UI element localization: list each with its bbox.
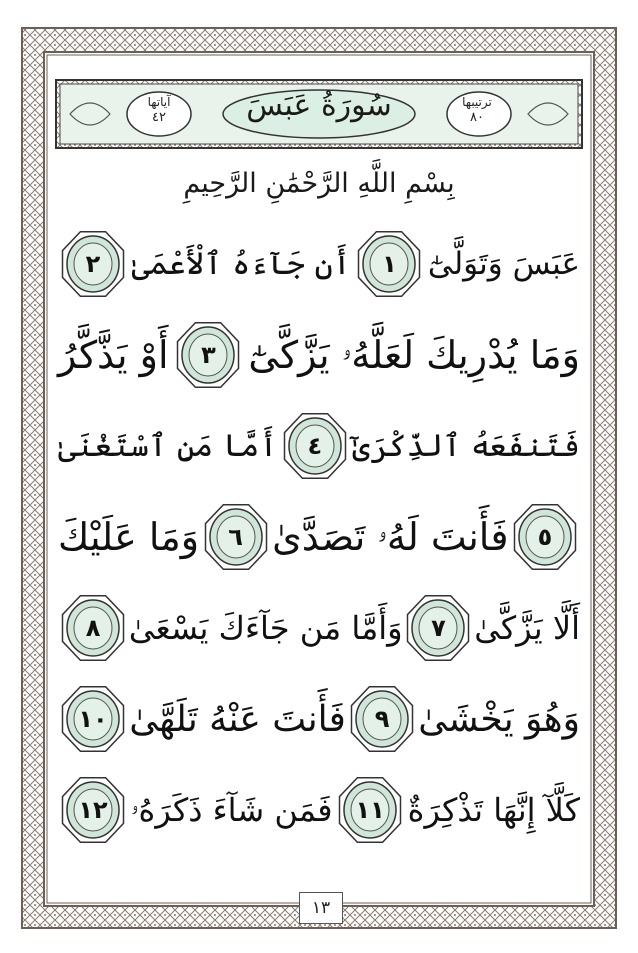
verse-text: أَوْ يَذَّكَّرُ: [58, 333, 169, 377]
ayah-marker: [403, 590, 473, 666]
verse-line: [58, 491, 580, 583]
ayah-marker: [354, 226, 424, 302]
verses-count: ٤٢: [152, 110, 166, 125]
ayah-number: ٢: [85, 250, 101, 278]
verse-text: فَأَنتَ لَهُۥ تَصَدَّىٰ: [272, 514, 509, 559]
verse-line: [58, 400, 580, 492]
ayah-number: ٩: [374, 705, 390, 733]
verse-text: وَأَمَّا مَن جَآءَكَ يَسْعَىٰ: [128, 609, 403, 647]
ayah-number: ٧: [431, 614, 446, 642]
verse-text: أَلَّا يَزَّكَّىٰ: [474, 609, 580, 647]
ayah-marker: [58, 590, 128, 666]
page-number: ١٣: [299, 892, 343, 924]
verse-line: [58, 218, 580, 310]
ayah-marker: [58, 772, 128, 848]
ayah-number: ٥: [537, 523, 553, 551]
basmala: بِسْمِ اللَّهِ الرَّحْمَٰنِ الرَّحِيمِ: [183, 168, 455, 199]
ayah-number: ١: [382, 250, 397, 278]
verse-text: فَأَنتَ عَنْهُ تَلَهَّىٰ: [129, 698, 346, 740]
verse-text: أَن جَآءَهُ ٱلْأَعْمَىٰ: [131, 246, 351, 282]
surah-title: سُورَةُ عَبَسَ: [246, 88, 392, 123]
ayah-marker: [335, 772, 405, 848]
verse-text: وَهُوَ يَخْشَىٰ: [418, 698, 580, 740]
ayah-marker: [173, 317, 243, 393]
surah-header: [56, 80, 582, 148]
ayah-marker: [58, 681, 128, 757]
order-number: ٨٠: [470, 110, 484, 125]
ayah-marker: [201, 499, 271, 575]
ayah-number: ٣: [201, 341, 216, 369]
verse-line: [58, 673, 580, 765]
ayah-number: ١٠: [78, 705, 108, 733]
verse-line: [58, 764, 580, 856]
surah-verse-count: [124, 94, 194, 126]
verse-line: [58, 309, 580, 401]
verse-text: فَمَن شَآءَ ذَكَرَهُۥ: [130, 790, 333, 829]
verse-text: وَمَا يُدْرِيكَ لَعَلَّهُۥ يَزَّكَّىٰٓ: [248, 332, 580, 377]
verse-text: كَلَّآ إِنَّهَا تَذْكِرَةٌ: [407, 791, 580, 829]
ayah-marker: [347, 681, 417, 757]
verse-line: [58, 582, 580, 674]
ayah-number: ١٢: [78, 796, 108, 824]
ayah-marker: [58, 226, 128, 302]
ayah-marker: [510, 499, 580, 575]
ayah-number: ٤: [307, 432, 323, 460]
verse-text: أَمَّا مَنِ ٱسْتَغْنَىٰ: [58, 428, 278, 464]
verse-text: فَتَنفَعَهُ ٱلذِّكْرَىٰٓ: [352, 428, 580, 464]
verse-text: عَبَسَ وَتَوَلَّىٰٓ: [427, 246, 580, 282]
order-label: ترتيبها: [462, 95, 492, 109]
surah-order: [442, 94, 512, 126]
ayah-number: ٦: [228, 523, 243, 551]
verse-text: وَمَا عَلَيْكَ: [58, 515, 200, 559]
ayah-number: ١١: [355, 796, 385, 824]
ayah-marker: [280, 408, 350, 484]
verses-label: آياتها: [147, 95, 171, 109]
ayah-number: ٨: [85, 614, 101, 642]
